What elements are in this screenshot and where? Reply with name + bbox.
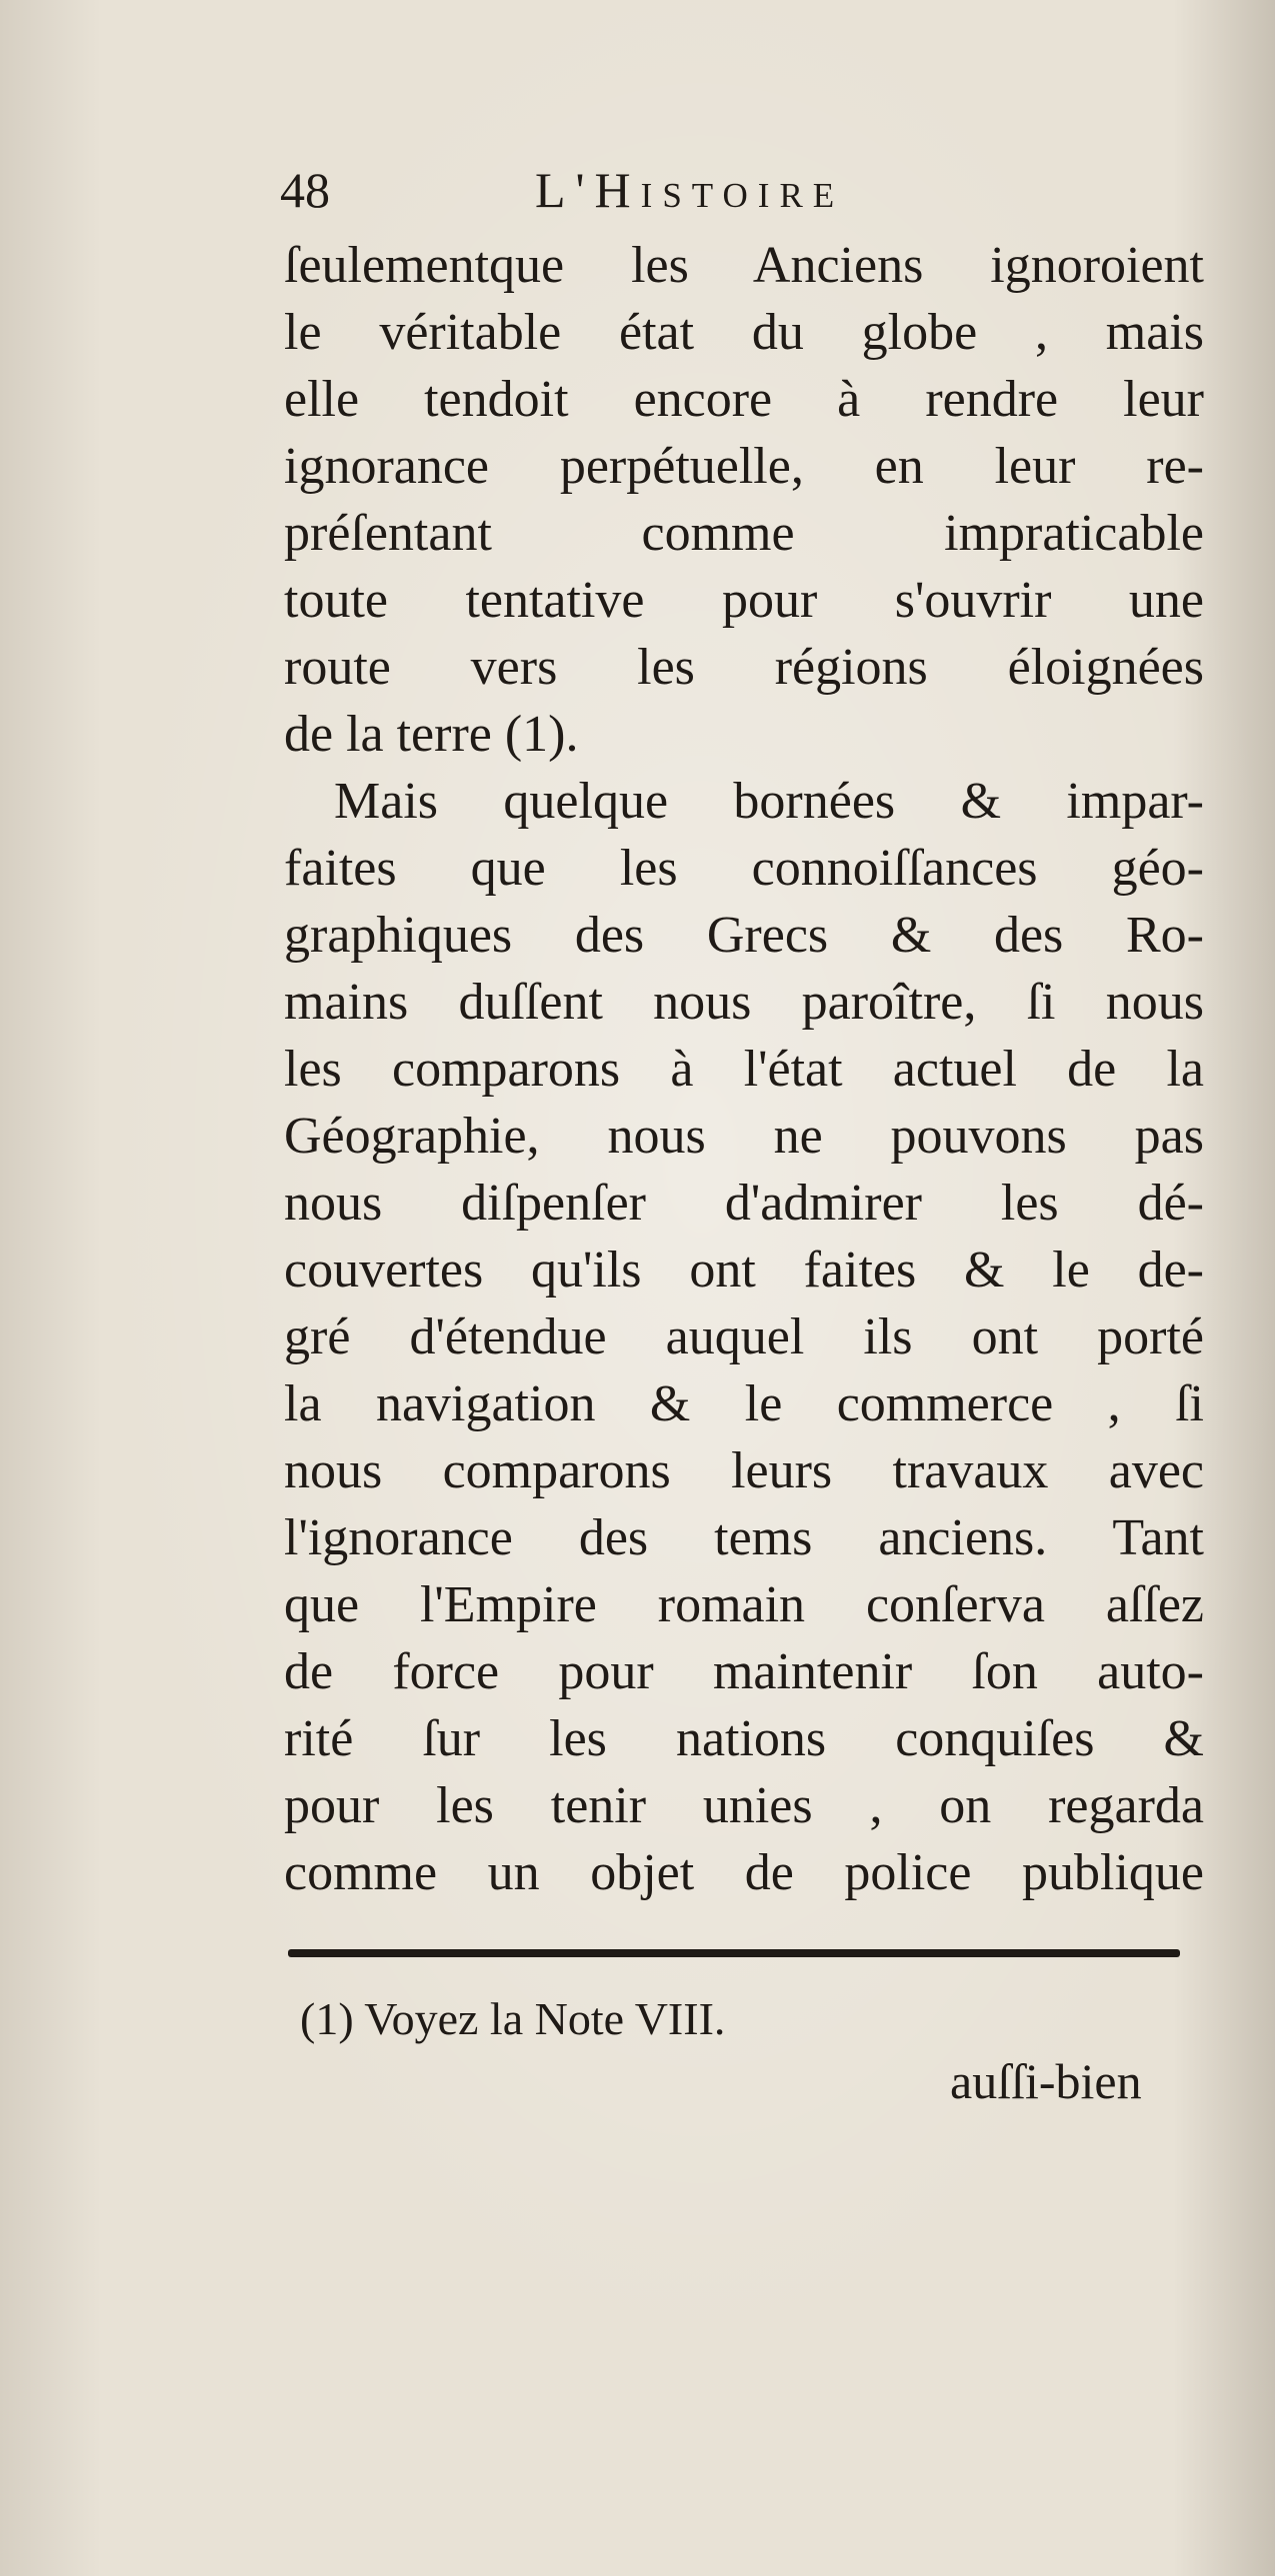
text-line: mains duſſent nous paroître, ſi nous bbox=[284, 974, 1204, 1031]
text-line: de force pour maintenir ſon auto- bbox=[284, 1643, 1204, 1700]
text-line: graphiques des Grecs & des Ro- bbox=[284, 907, 1204, 964]
text-line: ſeulementque les Anciens ignoroient bbox=[284, 237, 1204, 294]
text-line: couvertes qu'ils ont faites & le de- bbox=[284, 1242, 1204, 1298]
text-line: pour les tenir unies , on regarda bbox=[284, 1777, 1204, 1834]
text-line: rité ſur les nations conquiſes & bbox=[284, 1710, 1204, 1767]
text-line: préſentant comme impraticable bbox=[284, 505, 1204, 562]
text-line: nous diſpenſer d'admirer les dé- bbox=[284, 1175, 1204, 1232]
text-line: comme un objet de police publique bbox=[284, 1844, 1204, 1901]
text-line: les comparons à l'état actuel de la bbox=[284, 1041, 1204, 1098]
catchword: auſſi-bien bbox=[950, 2053, 1142, 2109]
text-line: de la terre (1). bbox=[284, 706, 579, 763]
text-line: le véritable état du globe , mais bbox=[284, 304, 1204, 361]
text-line: la navigation & le commerce , ſi bbox=[284, 1375, 1204, 1432]
text-line: l'ignorance des tems anciens. Tant bbox=[284, 1509, 1204, 1566]
text-line: que l'Empire romain conſerva aſſez bbox=[284, 1576, 1204, 1633]
footnote-rule bbox=[288, 1949, 1180, 1957]
body-text bbox=[284, 232, 1204, 1906]
text-line: Mais quelque bornées & impar- bbox=[334, 773, 1204, 830]
running-title: L'Histoire bbox=[535, 162, 845, 218]
text-line: faites que les connoiſſances géo- bbox=[284, 840, 1204, 897]
page-number: 48 bbox=[280, 162, 330, 218]
text-line: nous comparons leurs travaux avec bbox=[284, 1442, 1204, 1499]
footnote: (1) Voyez la Note VIII. bbox=[300, 1993, 726, 2044]
text-line: ignorance perpétuelle, en leur re- bbox=[284, 438, 1204, 495]
text-line: toute tentative pour s'ouvrir une bbox=[284, 572, 1204, 629]
text-line: route vers les régions éloignées bbox=[284, 639, 1204, 696]
running-head bbox=[280, 160, 1200, 220]
text-line: elle tendoit encore à rendre leur bbox=[284, 371, 1204, 428]
text-line: Géographie, nous ne pouvons pas bbox=[284, 1108, 1204, 1165]
text-line: gré d'étendue auquel ils ont porté bbox=[284, 1308, 1204, 1365]
